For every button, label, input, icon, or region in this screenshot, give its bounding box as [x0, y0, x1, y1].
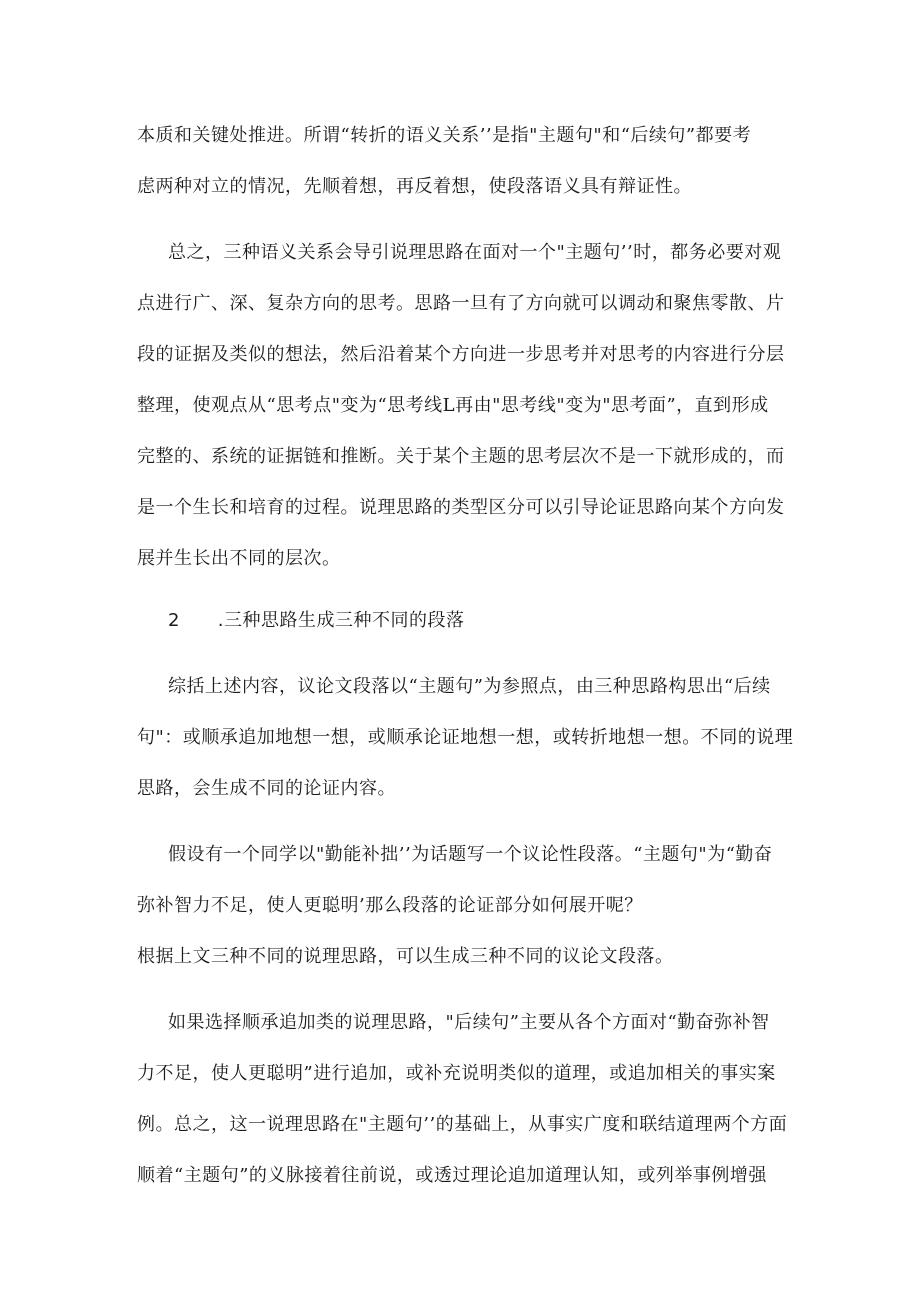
paragraph-4-line-1: 假设有一个同学以"勤能补拙’’为话题写一个议论性段落。“主题句"为“勤奋	[168, 844, 773, 865]
paragraph-1-line-2: 虑两种对立的情况，先顺着想，再反着想，使段落语义具有辩证性。	[137, 176, 692, 197]
paragraph-3-line-2: 句"：或顺承追加地想一想，或顺承论证地想一想，或转折地想一想。不同的说理	[137, 727, 794, 748]
paragraph-2-line-5: 完整的、系统的证据链和推断。关于某个主题的思考层次不是一下就形成的，而	[137, 446, 785, 467]
paragraph-3-line-3: 思路，会生成不同的论证内容。	[137, 778, 396, 799]
paragraph-1-line-1: 本质和关键处推进。所谓“转折的语义关系’’是指"主题句"和“后续句”都要考	[137, 125, 752, 146]
paragraph-5-line-3: 例。总之，这一说理思路在"主题句’’的基础上，从事实广度和联结道理两个方面	[137, 1114, 788, 1135]
paragraph-2-line-3: 段的证据及类似的想法，然后沿着某个方向进一步思考并对思考的内容进行分层	[137, 344, 785, 365]
section-heading: 2 .三种思路生成三种不同的段落	[168, 610, 465, 631]
paragraph-2-line-1: 总之，三种语义关系会导引说理思路在面对一个"主题句’’时，都务必要对观	[168, 242, 782, 263]
paragraph-2-line-4: 整理，使观点从“思考点"变为“思考线L再由"思考线"变为"思考面”，直到形成	[137, 395, 769, 416]
paragraph-4-line-3: 根据上文三种不同的说理思路，可以生成三种不同的议论文段落。	[137, 946, 674, 967]
paragraph-2-line-2: 点进行广、深、复杂方向的思考。思路一旦有了方向就可以调动和聚焦零散、片	[137, 293, 785, 314]
paragraph-4-line-2: 弥补智力不足，使人更聪明’那么段落的论证部分如何展开呢？	[137, 895, 643, 916]
paragraph-5-line-1: 如果选择顺承追加类的说理思路，"后续句”主要从各个方面对“勤奋弥补智	[168, 1012, 770, 1033]
paragraph-5-line-2: 力不足，使人更聪明”进行追加，或补充说明类似的道理，或追加相关的事实案	[137, 1063, 776, 1084]
paragraph-5-line-4: 顺着“主题句”的义脉接着往前说，或透过理论追加道理认知，或列举事例增强	[137, 1165, 767, 1186]
paragraph-2-line-7: 展并生长出不同的层次。	[137, 548, 341, 569]
paragraph-2-line-6: 是一个生长和培育的过程。说理思路的类型区分可以引导论证思路向某个方向发	[137, 497, 785, 518]
paragraph-3-line-1: 综括上述内容，议论文段落以“主题句”为参照点，由三种思路构思出“后续	[168, 676, 771, 697]
